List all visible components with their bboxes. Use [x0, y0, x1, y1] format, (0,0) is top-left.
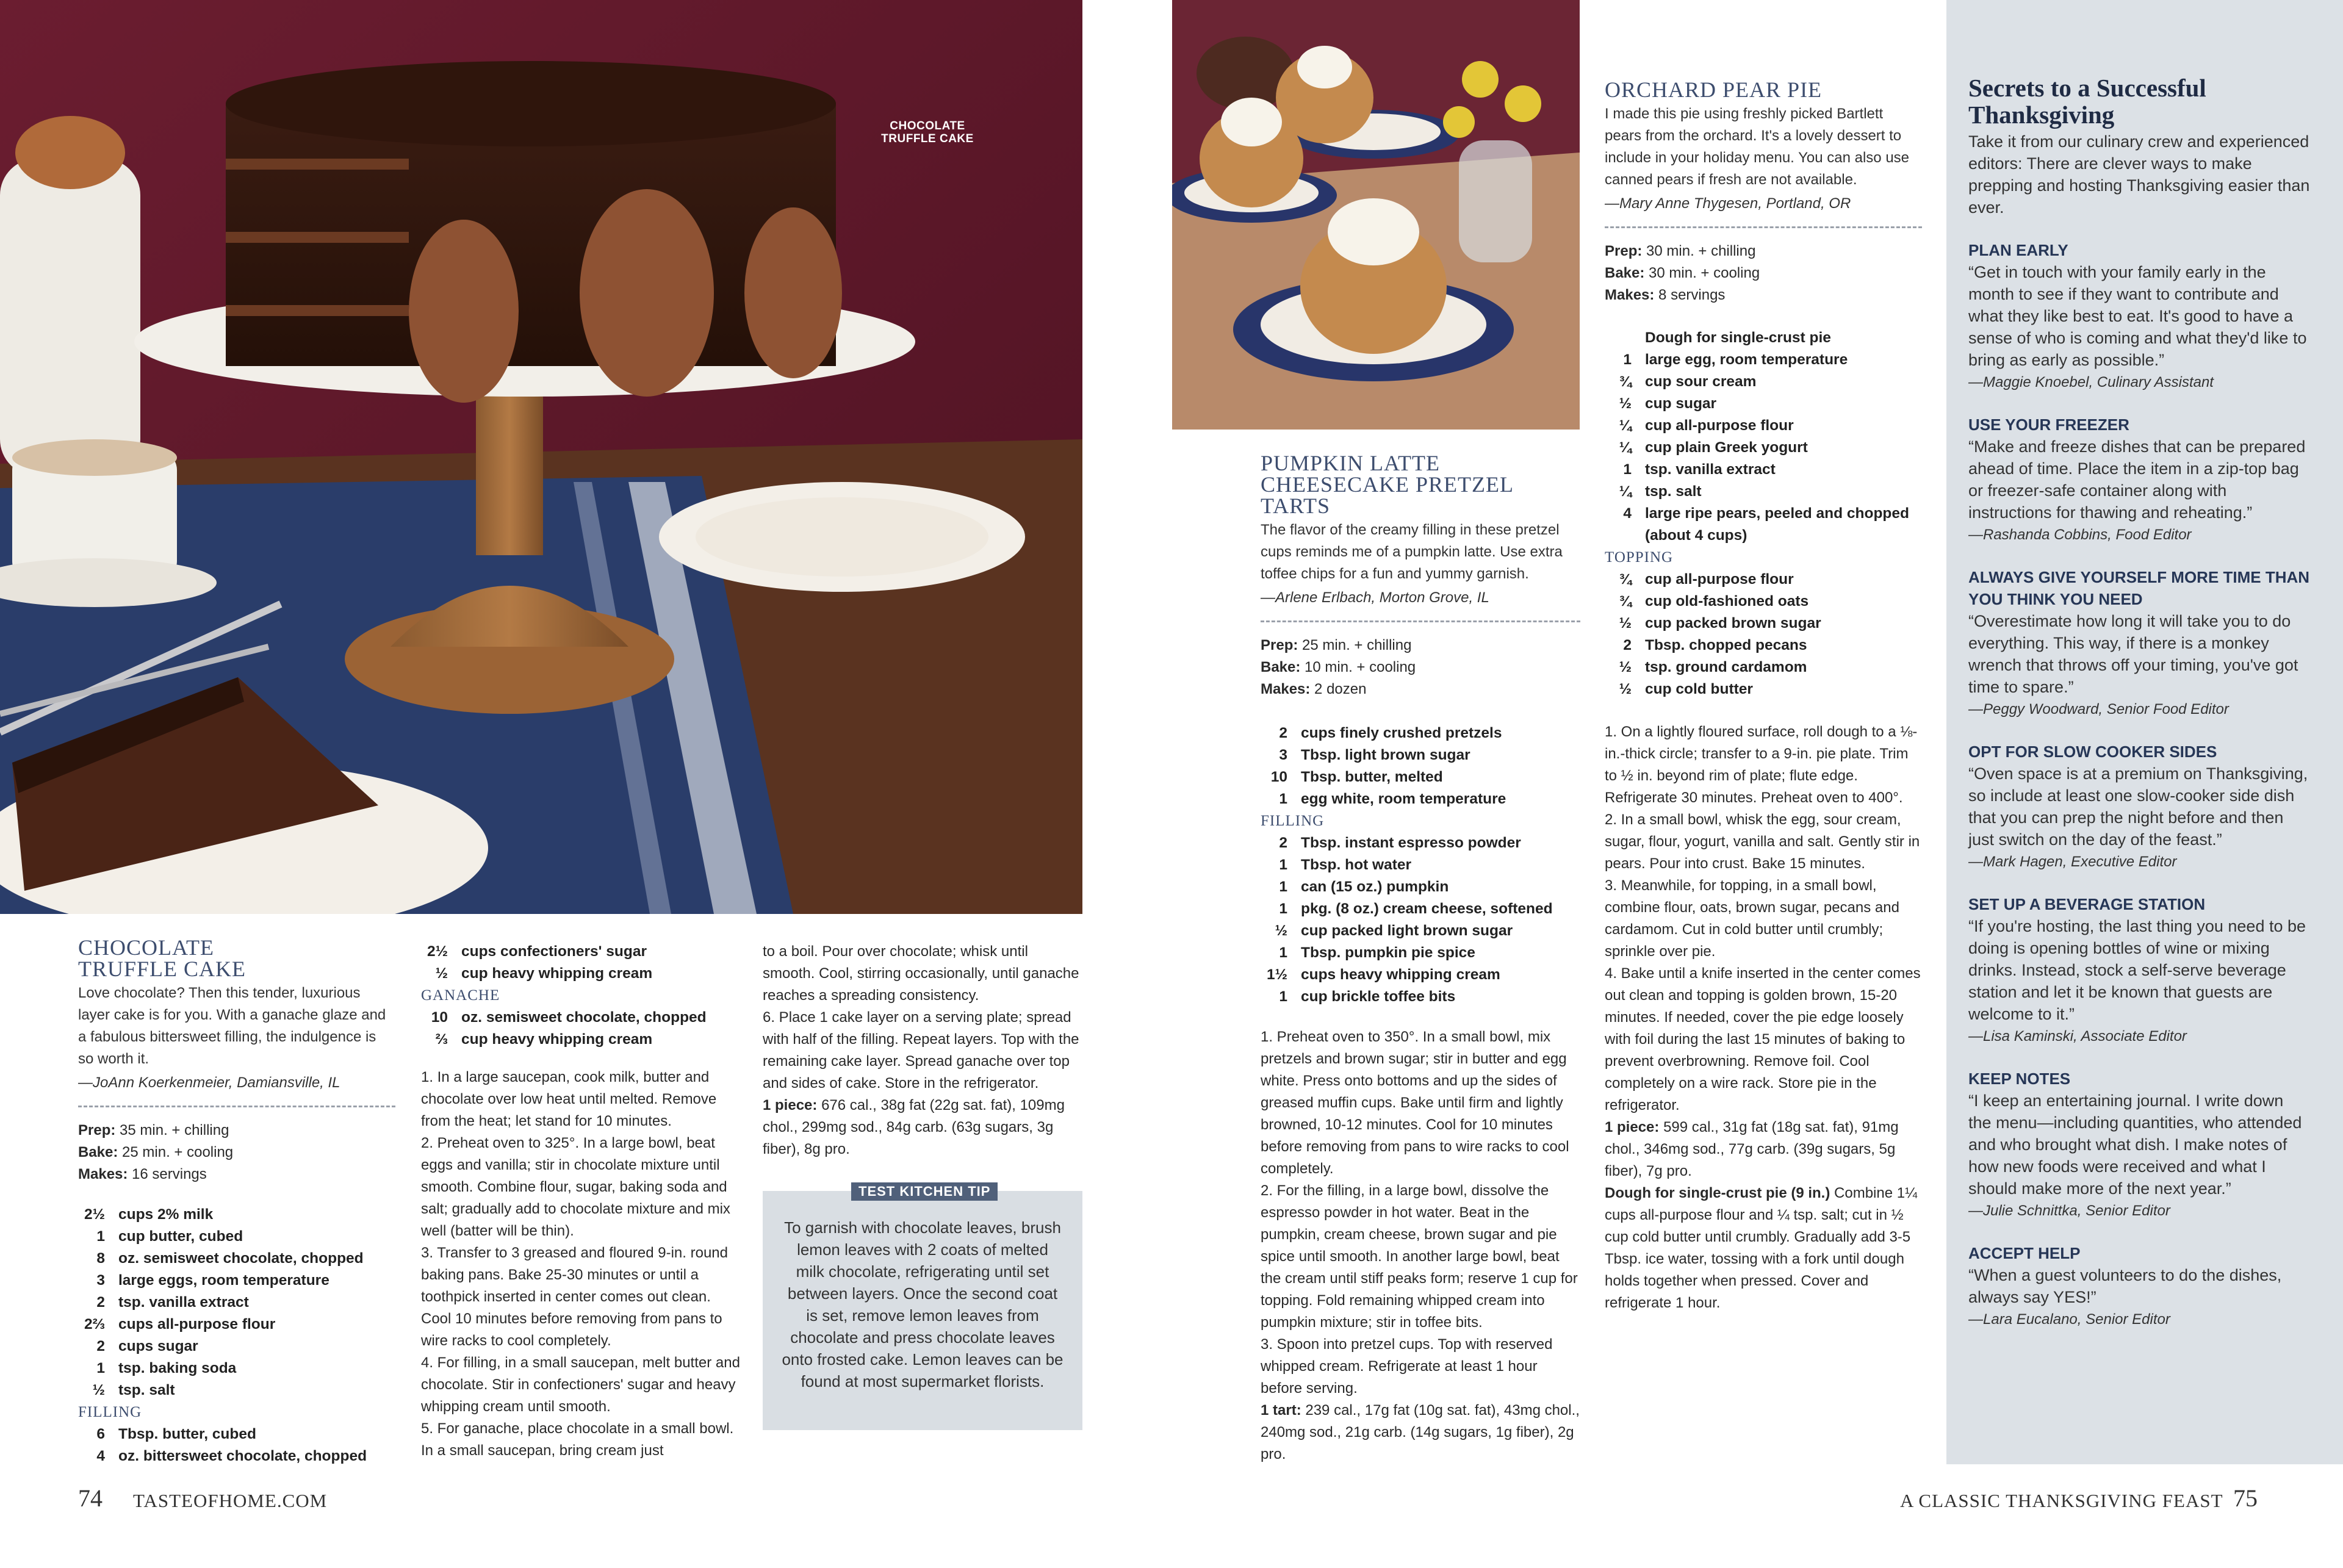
tarts-illustration	[1172, 0, 1580, 430]
pumpkin-ingredients	[1261, 722, 1580, 1008]
pumpkin-makes: Makes: 2 dozen	[1261, 681, 1367, 697]
pear-recipe	[1605, 79, 1922, 1314]
tip-author: —Mark Hagen, Executive Editor	[1968, 854, 2177, 870]
ingredient: 6 Tbsp. butter, cubed	[96, 1426, 256, 1442]
sidebar-title: Secrets to a Successful Thanksgiving	[1968, 74, 2206, 129]
ingredient: 1 cup butter, cubed	[96, 1228, 243, 1245]
ingredient: ¼ cup plain Greek yogurt	[1619, 439, 1808, 456]
ingredient-cont: (about 4 cups)	[1645, 527, 1747, 544]
cake-makes: Makes: 16 servings	[78, 1166, 207, 1182]
pumpkin-recipe	[1261, 453, 1580, 1466]
cake-bake: Bake: 25 min. + cooling	[78, 1144, 234, 1160]
dough-recipe: Dough for single-crust pie (9 in.) Combine 1¼ cups all-purpose flour and ¼ tsp. salt; cut in ½ cup cold butter until crumbly. Gradually add 3-5 Tbsp. ice water, tossing with a fork until dough holds together when pressed. Cover and refrigerate 1 hour.	[1605, 1185, 1918, 1311]
page-number-right: 75	[2233, 1484, 2258, 1512]
ingredient: Dough for single-crust pie	[1645, 329, 1831, 346]
step: 2. In a small bowl, whisk the egg, sour cream, sugar, flour, yogurt, vanilla and salt. Gently stir in pears. Pour into crust. Bake 15 minutes.	[1605, 811, 1920, 872]
pear-byline: —Mary Anne Thygesen, Portland, OR	[1605, 195, 1851, 212]
tip-author: —Peggy Woodward, Senior Food Editor	[1968, 701, 2229, 717]
ingredient: 1 tsp. baking soda	[96, 1360, 237, 1376]
cake-intro: Love chocolate? Then this tender, luxurious layer cake is for you. With a ganache glaze and a fabulous bittersweet filling, the indulgence is so worth it.	[78, 985, 386, 1067]
ingredient: 8 oz. semisweet chocolate, chopped	[96, 1250, 364, 1267]
ingredient: 2 Tbsp. instant espresso powder	[1279, 835, 1521, 851]
cake-recipe-col1	[78, 937, 395, 1467]
ingredient: 1 large egg, room temperature	[1623, 351, 1848, 368]
pear-makes: Makes: 8 servings	[1605, 287, 1726, 303]
ingredient: 2 cups finely crushed pretzels	[1279, 725, 1502, 741]
ingredient: 10 Tbsp. butter, melted	[1270, 769, 1443, 785]
ingredient: 10 oz. semisweet chocolate, chopped	[431, 1009, 707, 1026]
divider	[1605, 226, 1922, 228]
step: 3. Meanwhile, for topping, in a small bowl, combine flour, oats, brown sugar, pecans and cardamom. Cut in cold butter until crumbly; sprinkle over pie.	[1605, 877, 1899, 960]
tip-text: To garnish with chocolate leaves, brush lemon leaves with 2 coats of melted milk chocolate, refrigerating until set between layers. Once the second coat is set, remove lemon leaves from chocolate and press chocolate leaves onto frosted cake. Lemon leaves can be found at most supermarket florists.	[782, 1218, 1064, 1390]
sidebar-content	[1968, 74, 2310, 1330]
tip-quote: “If you're hosting, the last thing you need to be doing is opening bottles of wine or mixing drinks. Instead, stock a self-serve beverage station and let it be known that guests are welcome to it.”	[1968, 917, 2306, 1023]
ingredient: ¾ cup sour cream	[1619, 373, 1757, 390]
cake-recipe-col3	[763, 941, 1082, 1160]
ingredient: ½ cup sugar	[1619, 395, 1717, 412]
tip-author: —Rashanda Cobbins, Food Editor	[1968, 527, 2192, 543]
tips-sidebar	[1946, 0, 2343, 1464]
section-label: FILLING	[78, 1404, 142, 1420]
ingredient: ¾ cup all-purpose flour	[1619, 571, 1794, 588]
tip-badge: TEST KITCHEN TIP	[851, 1182, 998, 1201]
divider	[1261, 620, 1580, 622]
tip-heading: USE YOUR FREEZER	[1968, 415, 2129, 434]
step: to a boil. Pour over chocolate; whisk until smooth. Cool, stirring occasionally, until ganache reaches a spreading consistency.	[763, 943, 1079, 1004]
section-label: GANACHE	[421, 987, 500, 1004]
pear-prep: Prep: 30 min. + chilling	[1605, 243, 1756, 259]
pumpkin-tarts-photo	[1172, 0, 1580, 430]
tip-heading: OPT FOR SLOW COOKER SIDES	[1968, 743, 2217, 761]
cake-title: CHOCOLATE TRUFFLE CAKE	[78, 935, 247, 981]
step: 1. Preheat oven to 350°. In a small bowl, mix pretzels and brown sugar; stir in butter and egg white. Press onto bottoms and up the sides of greased muffin cups. Bake until firm and lightly browned, 10-12 minutes. Cool for 10 minutes before removing from pans to wire racks to cool completely.	[1261, 1029, 1569, 1177]
divider	[78, 1106, 395, 1107]
tip-quote: “When a guest volunteers to do the dishes, always say YES!”	[1968, 1266, 2282, 1306]
ingredient: 1 Tbsp. hot water	[1279, 857, 1412, 873]
ingredient: 2½ cups 2% milk	[84, 1206, 214, 1223]
pear-steps	[1605, 721, 1922, 1314]
tip-heading: PLAN EARLY	[1968, 241, 2068, 259]
tip-quote: “I keep an entertaining journal. I write down the menu—including quantities, who attended and who brought what dish. I make notes of how new foods were received and what I should make more of the next year.”	[1968, 1091, 2302, 1198]
tip-author: —Lisa Kaminski, Associate Editor	[1968, 1028, 2187, 1045]
section-name: A CLASSIC THANKSGIVING FEAST	[1900, 1490, 2223, 1511]
cake-prep: Prep: 35 min. + chilling	[78, 1122, 229, 1138]
nutrition: 1 piece: 676 cal., 38g fat (22g sat. fat), 109mg chol., 299mg sod., 84g carb. (63g sugars, 3g fiber), 8g pro.	[763, 1097, 1065, 1157]
tip-quote: “Overestimate how long it will take you to do everything. This way, if there is a monkey wrench that throws off your timing, you've got time to spare.”	[1968, 612, 2298, 696]
step: 3. Transfer to 3 greased and floured 9-in. round baking pans. Bake 25-30 minutes or until a toothpick inserted in center comes out clean. Cool 10 minutes before removing from pans to wire racks to cool completely.	[421, 1245, 728, 1349]
cake-recipe-col2	[421, 941, 741, 1462]
ingredient: ½ tsp. ground cardamom	[1619, 659, 1807, 675]
section-label: TOPPING	[1605, 549, 1674, 566]
test-kitchen-tip	[763, 1184, 1082, 1430]
ingredient: ½ cup packed light brown sugar	[1275, 922, 1513, 939]
ingredient: 1 Tbsp. pumpkin pie spice	[1279, 944, 1475, 961]
cake-ingredients-cont	[421, 941, 741, 1051]
tip-quote: “Make and freeze dishes that can be prepared ahead of time. Place the item in a zip-top bag or freezer-safe container along with instructions for thawing and reheating.”	[1968, 437, 2306, 522]
page-number-left: 74	[78, 1484, 103, 1512]
nutrition: 1 piece: 599 cal., 31g fat (18g sat. fat), 91mg chol., 346mg sod., 77g carb. (39g sugars, 5g fiber), 7g pro.	[1605, 1119, 1899, 1179]
tip-author: —Lara Eucalano, Senior Editor	[1968, 1311, 2170, 1328]
pumpkin-bake: Bake: 10 min. + cooling	[1261, 659, 1416, 675]
ingredient: 4 oz. bittersweet chocolate, chopped	[96, 1448, 367, 1464]
tip-heading: ALWAYS GIVE YOURSELF MORE TIME THAN YOU THINK YOU NEED	[1968, 568, 2310, 608]
ingredient: 3 Tbsp. light brown sugar	[1279, 747, 1470, 763]
pumpkin-title: PUMPKIN LATTE CHEESECAKE PRETZEL TARTS	[1261, 451, 1513, 518]
pear-bake: Bake: 30 min. + cooling	[1605, 265, 1760, 281]
pear-title: ORCHARD PEAR PIE	[1605, 77, 1823, 102]
tip-heading: SET UP A BEVERAGE STATION	[1968, 895, 2206, 913]
cake-ingredients	[78, 1204, 395, 1467]
pear-ingredients	[1605, 327, 1922, 700]
ingredient: 1 egg white, room temperature	[1279, 791, 1506, 807]
ingredient: 1 cup brickle toffee bits	[1279, 988, 1456, 1005]
ingredient: 2 cups sugar	[96, 1338, 198, 1354]
ingredient: 2 tsp. vanilla extract	[96, 1294, 249, 1311]
ingredient: ½ cup heavy whipping cream	[435, 965, 653, 982]
sidebar-intro: Take it from our culinary crew and experienced editors: There are clever ways to make prepping and hosting Thanksgiving easier than ever.	[1968, 132, 2310, 217]
pumpkin-intro: The flavor of the creamy filling in these pretzel cups reminds me of a pumpkin latte. Use extra toffee chips for a fun and yummy garnish.	[1261, 522, 1563, 582]
photo-caption-label: CHOCOLATE TRUFFLE CAKE	[881, 120, 974, 145]
step: 6. Place 1 cake layer on a serving plate; spread with half of the filling. Repeat layers. Top with the remaining cake layer. Spread ganache over top and sides of cake. Store in the refrigerator.	[763, 1009, 1079, 1091]
tip-author: —Maggie Knoebel, Culinary Assistant	[1968, 374, 2214, 390]
ingredient: ¼ cup all-purpose flour	[1619, 417, 1794, 434]
tip-quote: “Get in touch with your family early in the month to see if they want to contribute and what they like best to eat. It's good to have a sense of who is coming and what they'd like to bring as early as possible.”	[1968, 263, 2307, 369]
step: 1. In a large saucepan, cook milk, butter and chocolate over low heat until melted. Remove from the heat; let stand for 10 minutes.	[421, 1069, 717, 1129]
ingredient: ¾ cup old-fashioned oats	[1619, 593, 1809, 610]
ingredient: ⅔ cup heavy whipping cream	[435, 1031, 653, 1048]
ingredient: 1½ cups heavy whipping cream	[1266, 966, 1500, 983]
ingredient: 4 large ripe pears, peeled and chopped	[1623, 505, 1909, 522]
pumpkin-byline: —Arlene Erlbach, Morton Grove, IL	[1261, 589, 1489, 606]
ingredient: 2⅔ cups all-purpose flour	[84, 1316, 276, 1332]
pear-intro: I made this pie using freshly picked Bartlett pears from the orchard. It's a lovely dessert to include in your holiday menu. You can also use canned pears if fresh are not available.	[1605, 106, 1910, 188]
ingredient: ½ tsp. salt	[92, 1382, 175, 1398]
cake-steps	[421, 1066, 741, 1462]
nutrition: 1 tart: 239 cal., 17g fat (10g sat. fat), 43mg chol., 240mg sod., 21g carb. (14g sugars, 1g fiber), 2g pro.	[1261, 1402, 1580, 1462]
ingredient: ½ cup cold butter	[1619, 681, 1753, 697]
ingredient: 1 pkg. (8 oz.) cream cheese, softened	[1279, 901, 1553, 917]
ingredient: 3 large eggs, room temperature	[96, 1272, 329, 1289]
step: 3. Spoon into pretzel cups. Top with reserved whipped cream. Refrigerate at least 1 hour before serving.	[1261, 1336, 1553, 1397]
ingredient: ¼ tsp. salt	[1619, 483, 1702, 500]
ingredient: 2½ cups confectioners' sugar	[426, 943, 647, 960]
site-name: TASTEOFHOME.COM	[133, 1490, 328, 1511]
tip-heading: ACCEPT HELP	[1968, 1244, 2081, 1262]
ingredient: 2 Tbsp. chopped pecans	[1623, 637, 1807, 653]
step: 5. For ganache, place chocolate in a small bowl. In a small saucepan, bring cream just	[421, 1420, 734, 1459]
step: 1. On a lightly floured surface, roll dough to a ⅛-in.-thick circle; transfer to a 9-in. pie plate. Trim to ½ in. beyond rim of plate; flute edge. Refrigerate 30 minutes. Preheat oven to 400°.	[1605, 724, 1918, 806]
ingredient: 1 can (15 oz.) pumpkin	[1279, 879, 1449, 895]
step: 4. Bake until a knife inserted in the center comes out clean and topping is golden brown, 15-20 minutes. If needed, cover the pie edge loosely with foil during the last 15 minutes of baking to prevent overbrowning. Remove foil. Cool completely on a wire rack. Store pie in the refrigerator.	[1605, 965, 1921, 1113]
tip-author: —Julie Schnittka, Senior Editor	[1968, 1203, 2170, 1219]
section-label: FILLING	[1261, 813, 1325, 829]
tip-heading: KEEP NOTES	[1968, 1070, 2071, 1088]
pumpkin-prep: Prep: 25 min. + chilling	[1261, 637, 1412, 653]
pumpkin-steps	[1261, 1026, 1580, 1466]
step: 2. For the filling, in a large bowl, dissolve the espresso powder in hot water. Beat in the pumpkin, cream cheese, brown sugar and pie spice until smooth. In another large bowl, beat the cream until stiff peaks form; reserve 1 cup for topping. Fold remaining whipped cream into pumpkin mixture; stir in toffee bits.	[1261, 1182, 1578, 1331]
step: 4. For filling, in a small saucepan, melt butter and chocolate. Stir in confectioners' sugar and heavy whipping cream until smooth.	[421, 1354, 740, 1415]
ingredient: 1 tsp. vanilla extract	[1623, 461, 1776, 478]
cake-byline: —JoAnn Koerkenmeier, Damiansville, IL	[78, 1074, 340, 1091]
ingredient: ½ cup packed brown sugar	[1619, 615, 1821, 631]
step: 2. Preheat oven to 325°. In a large bowl, beat eggs and vanilla; stir in chocolate mixture until smooth. Combine flour, sugar, baking soda and salt; gradually add to chocolate mixture and mix well (batter will be thin).	[421, 1135, 730, 1239]
tip-quote: “Oven space is at a premium on Thanksgiving, so include at least one slow-cooker side dish that you can prep the night before and then just switch on the day of the feast.”	[1968, 764, 2308, 849]
cake-steps-cont	[763, 941, 1082, 1160]
